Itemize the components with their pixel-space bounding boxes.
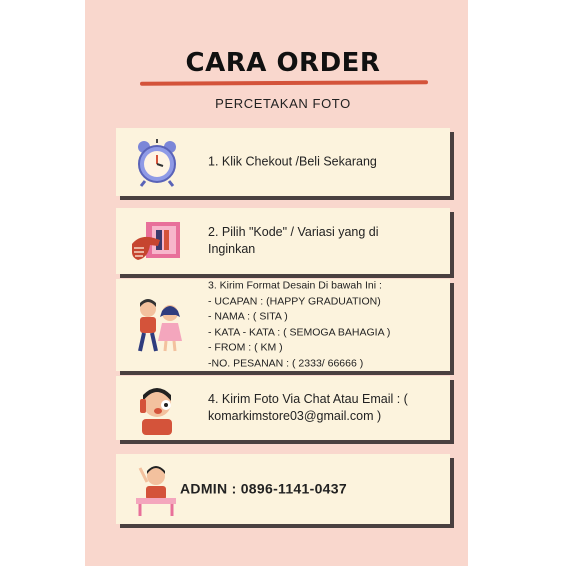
step-text-2: [208, 224, 440, 258]
hand-box-icon: [130, 214, 184, 268]
step-3-line: 3. Kirim Format Desain Di bawah Ini :: [208, 279, 382, 292]
page-title: CARA ORDER: [185, 48, 381, 78]
step-text-3: [208, 279, 440, 372]
step-3-line: - UCAPAN : (HAPPY GRADUATION): [208, 295, 381, 307]
step-3-line: - KATA - KATA : ( SEMOGA BAHAGIA ): [208, 326, 391, 338]
step-4-line: komarkimstore03@gmail.com ): [208, 409, 382, 423]
kids-couple-icon: [130, 295, 188, 355]
step-card-5: [116, 454, 450, 524]
step-4-line: 4. Kirim Foto Via Chat Atau Email : (: [208, 392, 408, 406]
step-3-line: - FROM : ( KM ): [208, 341, 283, 354]
step-3-line: - NAMA : ( SITA ): [208, 310, 288, 323]
step-card-4: [116, 376, 450, 440]
step-card-2: [116, 208, 450, 274]
kid-desk-icon: [132, 462, 180, 516]
step-1-line: 1. Klik Chekout /Beli Sekarang: [208, 154, 377, 169]
step-text-5: [180, 481, 440, 498]
step-card-1: [116, 128, 450, 196]
page-subtitle: PERCETAKAN FOTO: [215, 96, 351, 111]
step-text-1: [208, 154, 440, 171]
step-card-3: [116, 279, 450, 371]
step-text-4: [208, 391, 440, 425]
alarm-clock-icon: [130, 135, 184, 189]
step-2-line: Inginkan: [208, 242, 256, 256]
kid-phone-icon: [130, 381, 184, 435]
admin-contact: ADMIN : 0896-1141-0437: [180, 480, 347, 497]
step-2-line: 2. Pilih "Kode" / Variasi yang di: [208, 225, 379, 239]
step-3-line: -NO. PESANAN : ( 2333/ 66666 ): [208, 357, 364, 369]
